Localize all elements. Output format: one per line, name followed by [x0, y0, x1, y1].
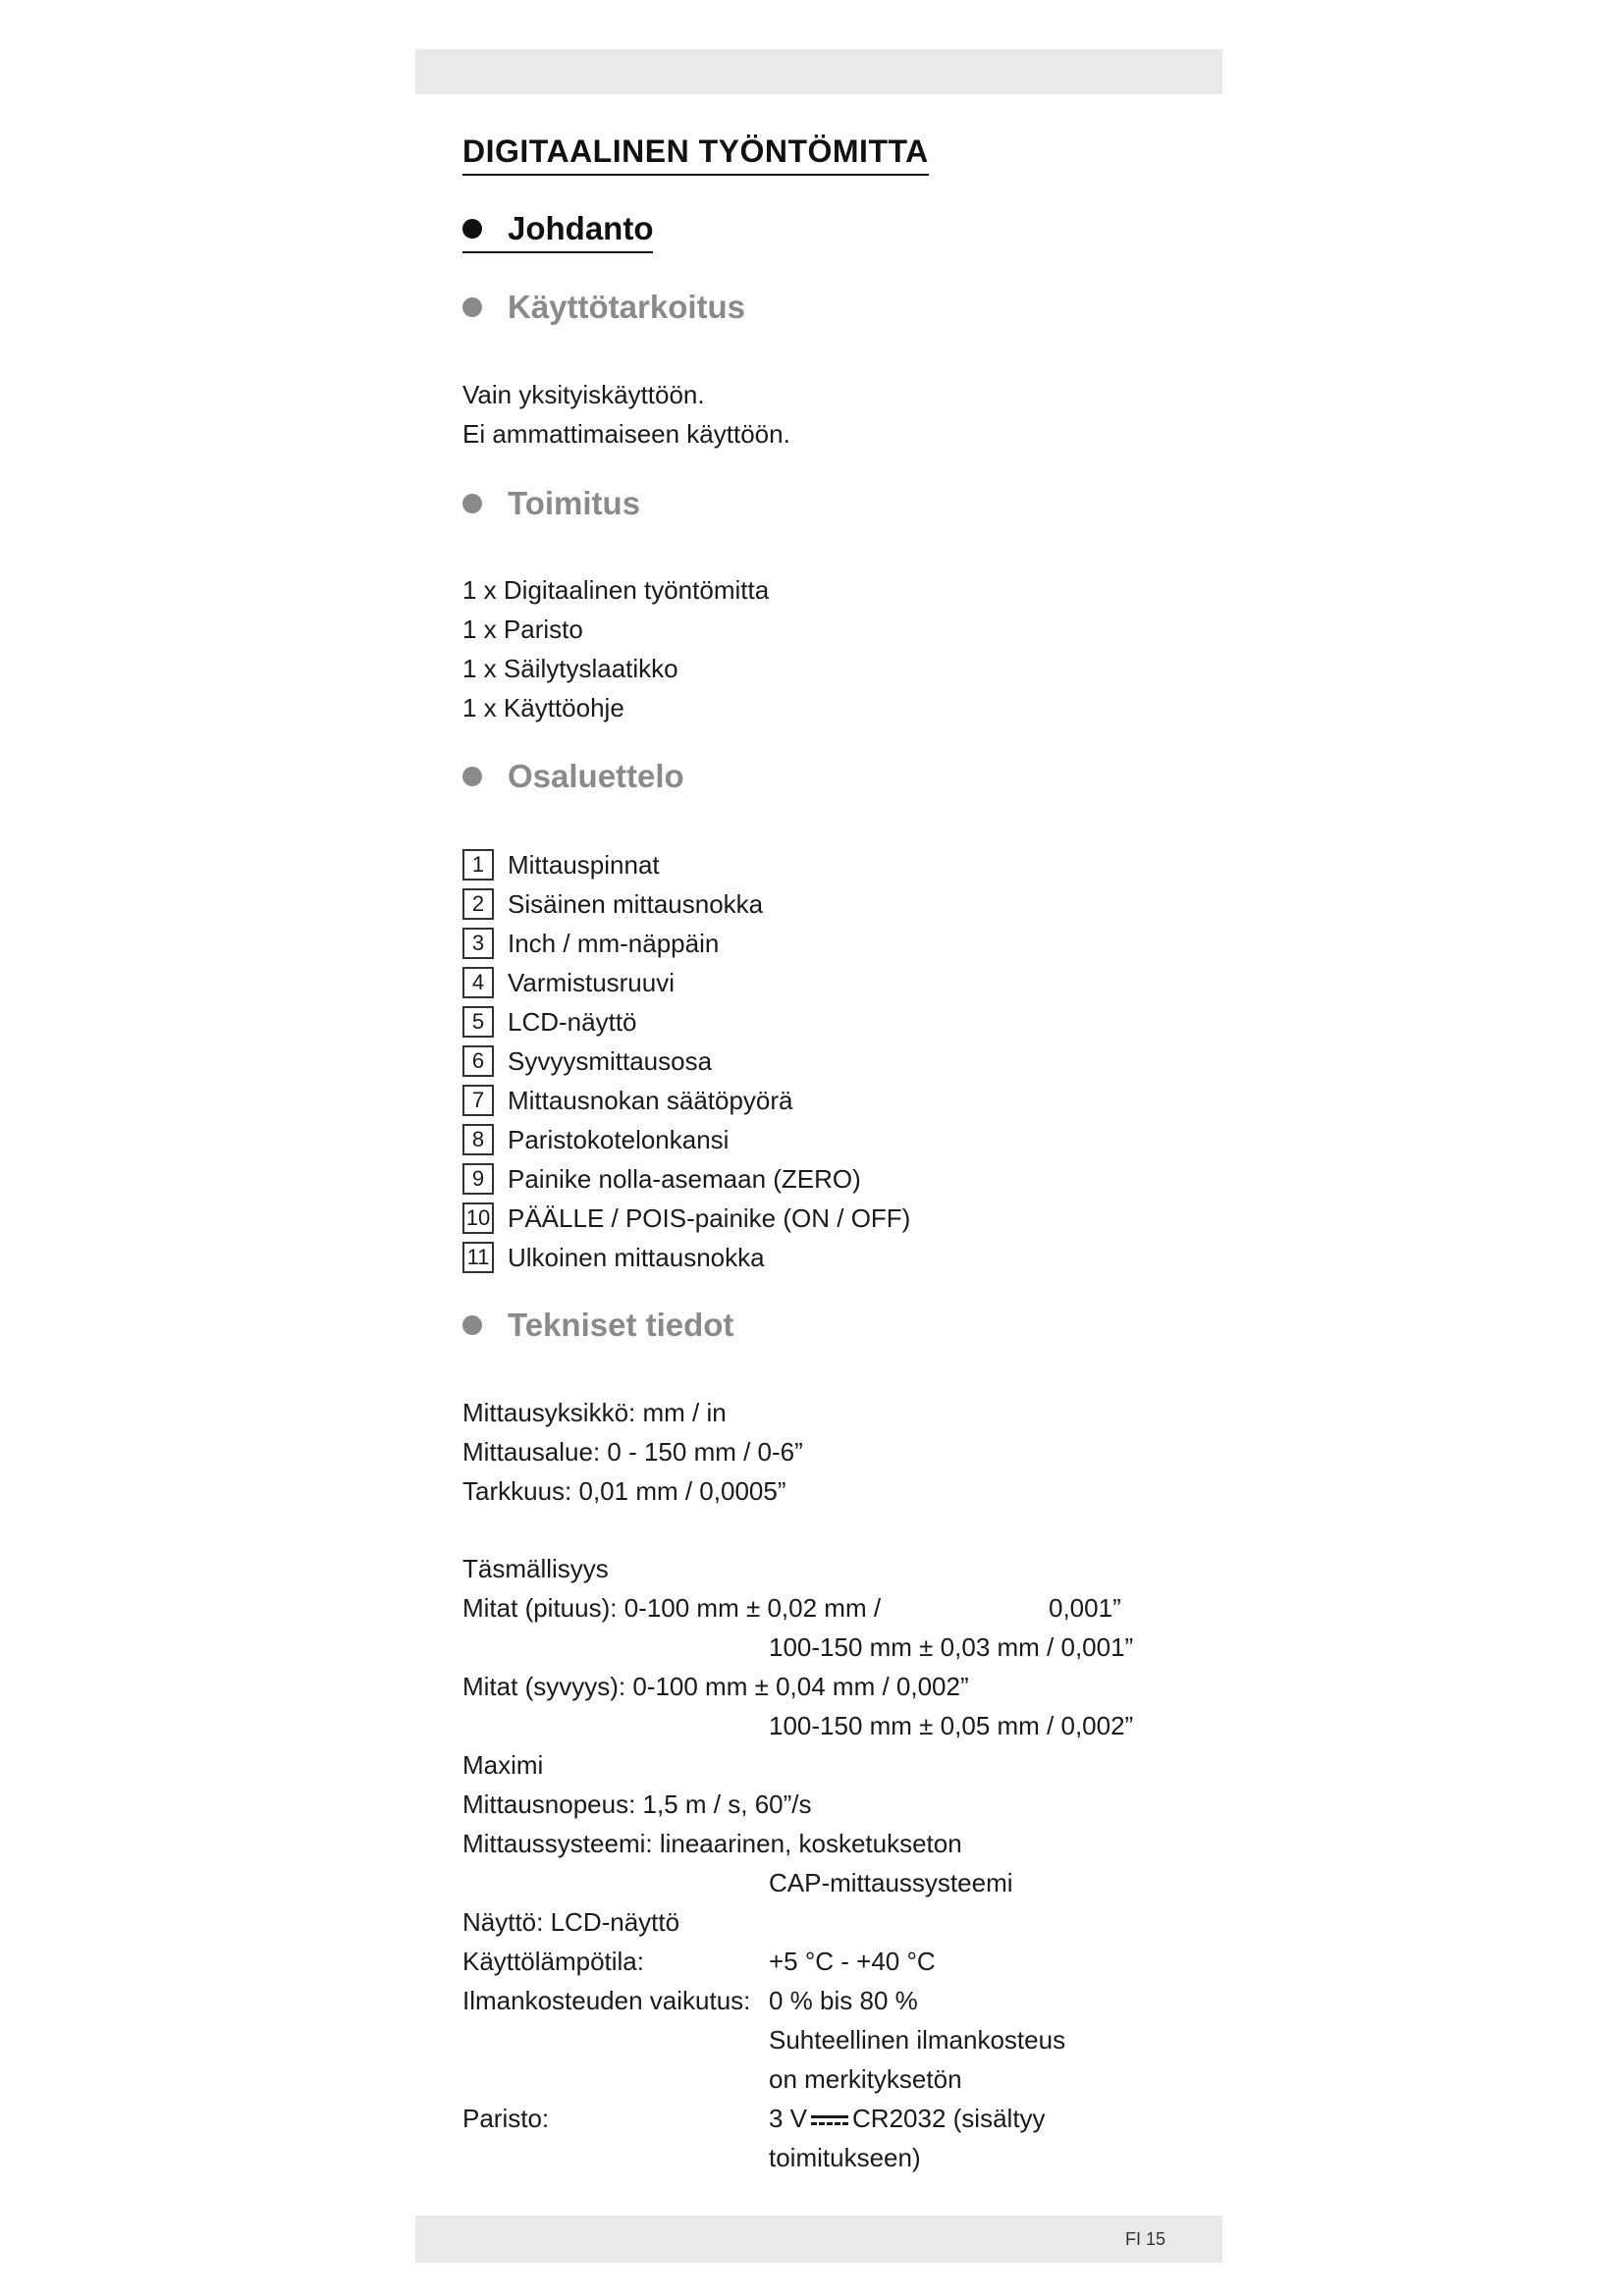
part-label: Varmistusruuvi [508, 968, 676, 997]
section-heading-osaluettelo [462, 758, 684, 795]
part-number: 6 [462, 1045, 494, 1077]
section-title: Tekniset tiedot [508, 1307, 734, 1343]
spec-value: toimitukseen) [769, 2143, 921, 2172]
bullet-icon [462, 297, 482, 317]
battery-value [769, 2099, 1046, 2138]
list-item: 1 x Käyttöohje [462, 693, 624, 722]
spec-line: Mitat (syvyys): 0-100 mm ± 0,04 mm / 0,002” [462, 1672, 969, 1701]
section-heading-tekniset [462, 1307, 733, 1344]
spec-value: +5 °C - +40 °C [769, 1947, 936, 1976]
page-number: FI 15 [1124, 2229, 1165, 2249]
section-title: Käyttötarkoitus [508, 289, 746, 325]
spec-value: on merkityksetön [769, 2064, 962, 2094]
list-item: 1 x Digitaalinen työntömitta [462, 575, 770, 605]
spec-value: Suhteellinen ilmankosteus [769, 2025, 1066, 2055]
list-item [462, 1120, 910, 1159]
spec-line: Mittausyksikkö: mm / in [462, 1398, 727, 1427]
part-number: 2 [462, 888, 494, 920]
battery-type: CR2032 (sisältyy [852, 2104, 1046, 2133]
intended-use-text [462, 375, 790, 454]
part-number: 7 [462, 1085, 494, 1116]
part-label: Painike nolla-asemaan (ZERO) [508, 1164, 861, 1194]
list-item [462, 1081, 910, 1120]
list-item [462, 963, 910, 1002]
dc-current-icon [811, 2113, 848, 2127]
parts-list [462, 845, 910, 1277]
section-heading-kayttotarkoitus [462, 289, 745, 326]
bullet-icon [462, 219, 482, 239]
part-label: Paristokotelonkansi [508, 1125, 730, 1154]
delivery-list [462, 570, 769, 727]
section-title: Osaluettelo [508, 758, 684, 794]
list-item [462, 1199, 910, 1238]
section-heading-johdanto [462, 210, 653, 253]
list-item [462, 884, 910, 924]
specs-block-basic [462, 1393, 803, 1511]
section-title: Toimitus [508, 485, 641, 521]
spec-label: Käyttölämpötila: [462, 1947, 644, 1976]
list-item: 1 x Säilytyslaatikko [462, 654, 678, 683]
spec-value: 0 % bis 80 % [769, 1986, 918, 2015]
list-item [462, 845, 910, 884]
part-label: Inch / mm-näppäin [508, 929, 720, 958]
list-item [462, 1002, 910, 1041]
header-bar [415, 49, 1222, 94]
spec-line: Mittaussysteemi: lineaarinen, kosketukseton [462, 1829, 962, 1858]
part-label: Mittausnokan säätöpyörä [508, 1086, 793, 1115]
part-label: Mittauspinnat [508, 850, 660, 880]
part-label: PÄÄLLE / POIS-painike (ON / OFF) [508, 1203, 911, 1233]
spec-line: Näyttö: LCD-näyttö [462, 1907, 680, 1937]
part-label: LCD-näyttö [508, 1007, 637, 1037]
spec-label: Paristo: [462, 2104, 550, 2133]
part-number: 3 [462, 928, 494, 959]
list-item [462, 1238, 910, 1277]
text-line: Vain yksityiskäyttöön. [462, 380, 705, 409]
spec-value: 100-150 mm ± 0,03 mm / 0,001” [769, 1632, 1134, 1662]
spec-line: Maximi [462, 1750, 544, 1780]
part-number: 8 [462, 1124, 494, 1155]
spec-value: CAP-mittaussysteemi [769, 1868, 1013, 1897]
part-number: 11 [462, 1242, 494, 1273]
list-item [462, 1041, 910, 1081]
battery-voltage: 3 V [769, 2104, 808, 2133]
part-number: 5 [462, 1006, 494, 1038]
spec-line: Täsmällisyys [462, 1554, 609, 1583]
part-label: Sisäinen mittausnokka [508, 889, 764, 919]
document-title: DIGITAALINEN TYÖNTÖMITTA [462, 133, 929, 176]
footer-bar [415, 2216, 1222, 2263]
part-number: 9 [462, 1163, 494, 1195]
part-number: 4 [462, 967, 494, 998]
list-item [462, 924, 910, 963]
spec-line: Mittausalue: 0 - 150 mm / 0-6” [462, 1437, 803, 1467]
spec-line: Tarkkuus: 0,01 mm / 0,0005” [462, 1476, 786, 1506]
bullet-icon [462, 1315, 482, 1335]
part-number: 1 [462, 849, 494, 881]
part-number: 10 [462, 1202, 494, 1234]
spec-label: Ilmankosteuden vaikutus: [462, 1986, 751, 2015]
bullet-icon [462, 494, 482, 513]
part-label: Ulkoinen mittausnokka [508, 1243, 765, 1272]
bullet-icon [462, 767, 482, 786]
part-label: Syvyysmittausosa [508, 1046, 713, 1076]
spec-value: 100-150 mm ± 0,05 mm / 0,002” [769, 1711, 1134, 1740]
list-item [462, 1159, 910, 1199]
section-heading-toimitus [462, 485, 640, 522]
spec-value: 0,001” [1049, 1593, 1121, 1623]
list-item: 1 x Paristo [462, 614, 583, 644]
section-title: Johdanto [508, 210, 654, 246]
spec-line: Mittausnopeus: 1,5 m / s, 60”/s [462, 1789, 812, 1819]
text-line: Ei ammattimaiseen käyttöön. [462, 419, 790, 449]
spec-line: Mitat (pituus): 0-100 mm ± 0,02 mm / [462, 1593, 882, 1623]
